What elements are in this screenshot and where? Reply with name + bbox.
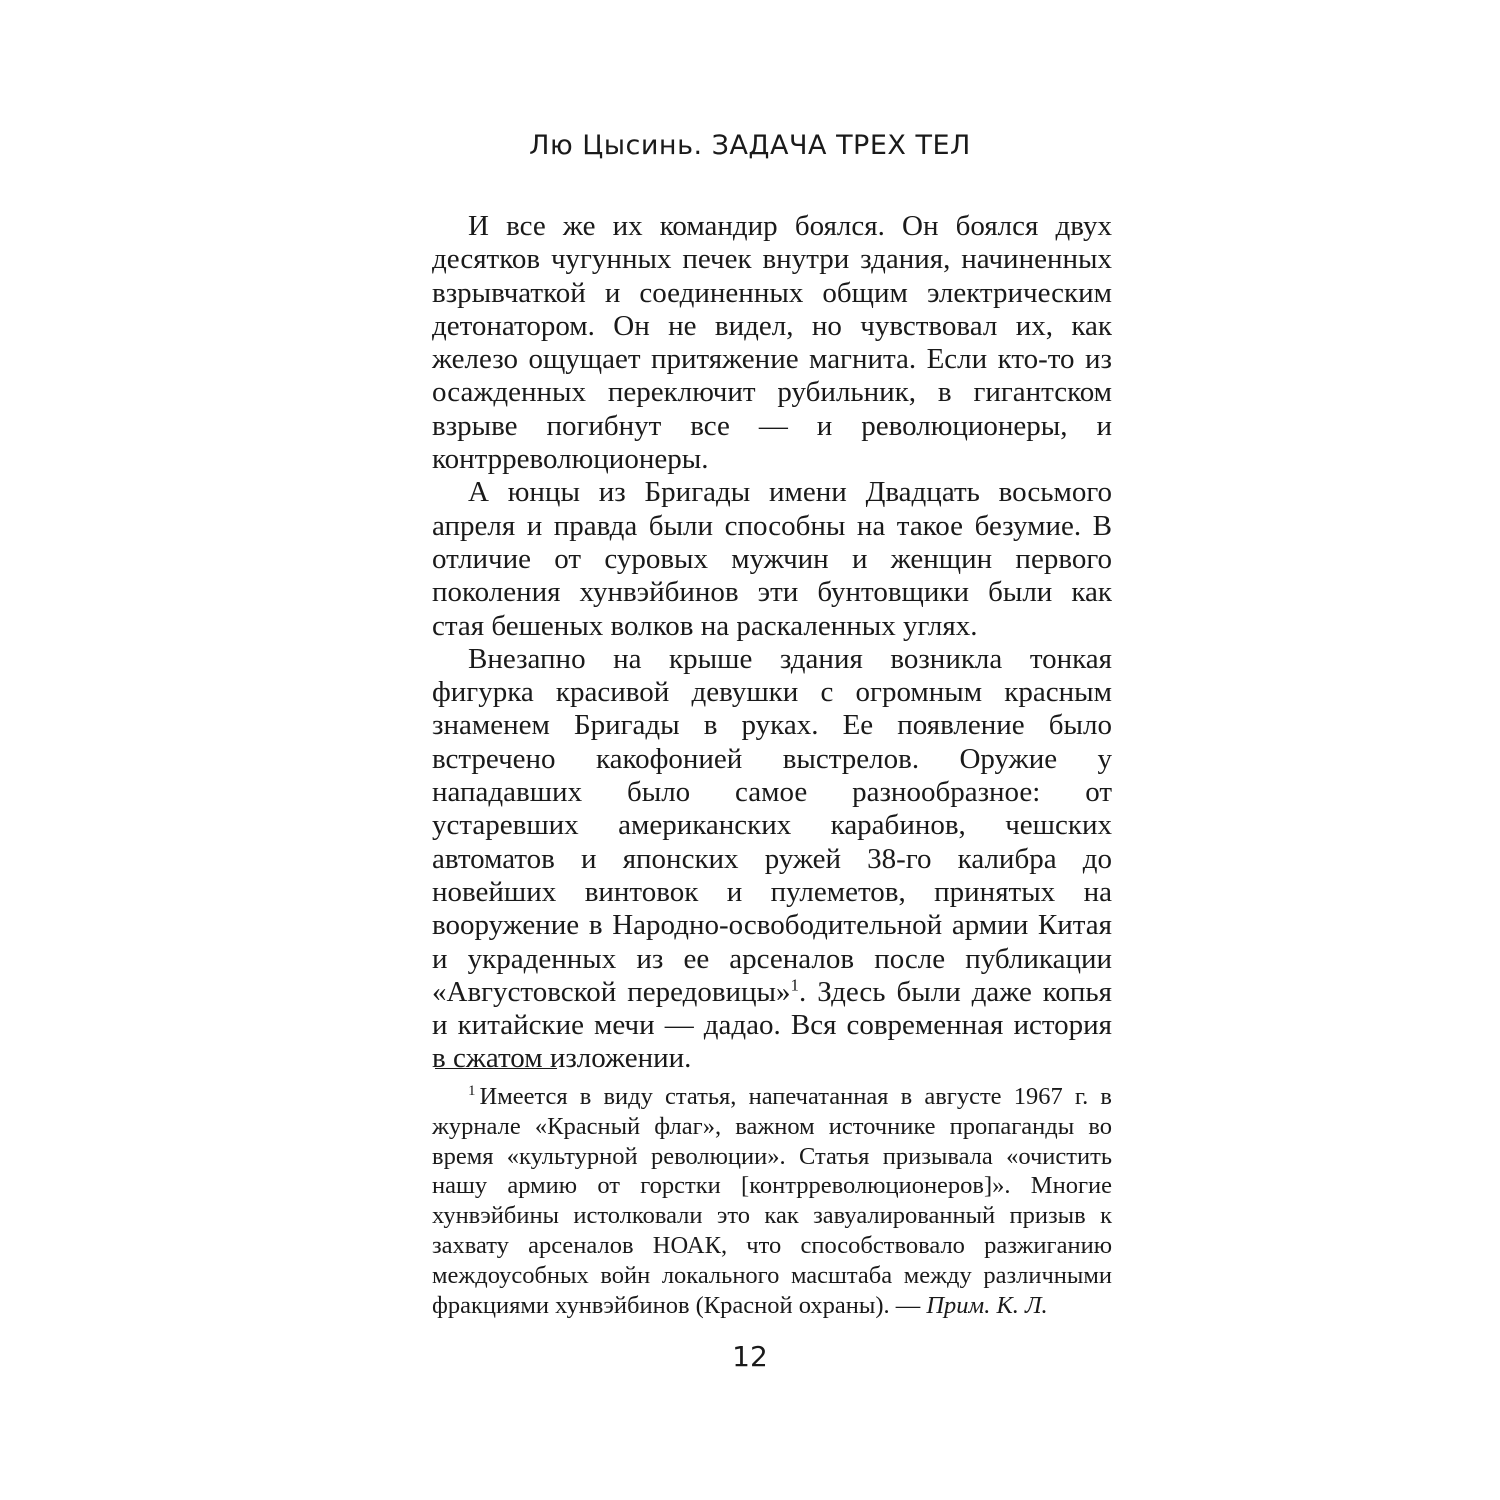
paragraph-2: А юнцы из Бригады имени Двадцать восьмого апреля и правда были способны на такое безумие. В отличие от суровых мужчин и женщин первого поколения хунвэйбинов эти бунтовщики были как стая бешеных волков на раскаленных углях. — [432, 476, 1112, 642]
footnote-paragraph — [432, 1082, 1112, 1320]
paragraph-3-tail: . Здесь были даже копья и китайские мечи — дадао. Вся современная история в сжатом изложении. — [432, 975, 1112, 1075]
footnote-attribution: Прим. К. Л. — [926, 1291, 1048, 1319]
body-text — [432, 210, 1112, 1076]
paragraph-3 — [432, 643, 1112, 1076]
page-number: 12 — [732, 1340, 768, 1373]
footnote-reference[interactable]: 1 — [790, 975, 800, 995]
footnote-text: Имеется в виду статья, напечатанная в августе 1967 г. в журнале «Красный флаг», важном источнике пропаганды во время «культурной революции». Статья призывала «очистить нашу армию от горстки [контрреволюционеров]». Многие хунвэйбины истолковали это как завуалированный призыв к захвату арсеналов НОАК, что способствовало разжиганию междоусобных войн локального масштаба между различными фракциями хунвэйбинов (Красной охраны). — — [432, 1083, 1112, 1319]
footnote-mark: 1 — [468, 1082, 476, 1099]
footnote-divider — [435, 1068, 557, 1069]
running-head: Лю Цысинь. ЗАДАЧА ТРЕХ ТЕЛ — [529, 130, 971, 161]
paragraph-3-text: Внезапно на крыше здания возникла тонкая фигурка красивой девушки с огромным красным знаменем Бригады в руках. Ее появление было встречено какофонией выстрелов. Оружие у нападавших было самое разнообразное: от устаревших американских карабинов, чешских автоматов и японских ружей 38-го калибра до новейших винтовок и пулеметов, принятых на вооружение в Народно-освободительной армии Китая и украденных из ее арсеналов после публикации «Августовской передовицы» — [432, 642, 1112, 1008]
paragraph-1: И все же их командир боялся. Он боялся двух десятков чугунных печек внутри здания, начиненных взрывчаткой и соединенных общим электрическим детонатором. Он не видел, но чувствовал их, как железо ощущает притяжение магнита. Если кто-то из осажденных переключит рубильник, в гигантском взрыве погибнут все — и революционеры, и контрреволюционеры. — [432, 210, 1112, 476]
footnote — [432, 1082, 1112, 1320]
